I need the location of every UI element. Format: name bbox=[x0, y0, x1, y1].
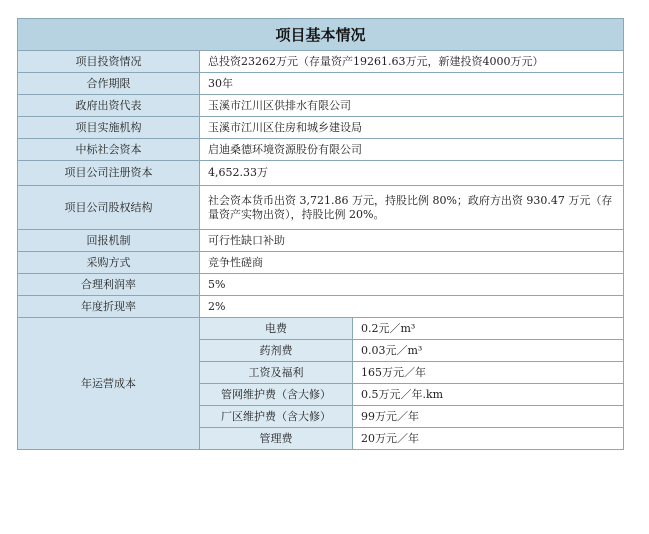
cost-item-name: 管网维护费（含大修） bbox=[200, 384, 353, 406]
row-label: 项目投资情况 bbox=[18, 51, 200, 73]
row-label: 政府出资代表 bbox=[18, 95, 200, 117]
row-label: 采购方式 bbox=[18, 252, 200, 274]
row-value: 总投资23262万元（存量资产19261.63万元，新建投资4000万元） bbox=[200, 51, 624, 73]
row-label: 回报机制 bbox=[18, 230, 200, 252]
table-row bbox=[18, 139, 624, 161]
cost-item-name: 管理费 bbox=[200, 428, 353, 450]
cost-item-name: 电费 bbox=[200, 318, 353, 340]
cost-item-name: 工资及福利 bbox=[200, 362, 353, 384]
row-label: 项目公司注册资本 bbox=[18, 161, 200, 186]
table-row bbox=[18, 161, 624, 186]
row-value: 社会资本货币出资 3,721.86 万元，持股比例 80%；政府方出资 930.47 万元（存量资产实物出资），持股比例 20%。 bbox=[200, 186, 624, 230]
cost-item-value: 0.2元／m³ bbox=[353, 318, 624, 340]
cost-item-value: 165万元／年 bbox=[353, 362, 624, 384]
row-label: 项目实施机构 bbox=[18, 117, 200, 139]
row-value: 30年 bbox=[200, 73, 624, 95]
row-value: 5% bbox=[200, 274, 624, 296]
project-info-table bbox=[17, 18, 624, 450]
row-value: 4,652.33万 bbox=[200, 161, 624, 186]
cost-label: 年运营成本 bbox=[18, 318, 200, 450]
cost-item-value: 99万元／年 bbox=[353, 406, 624, 428]
title-row bbox=[18, 19, 624, 51]
row-value: 可行性缺口补助 bbox=[200, 230, 624, 252]
table-row bbox=[18, 252, 624, 274]
row-label: 中标社会资本 bbox=[18, 139, 200, 161]
table-row bbox=[18, 274, 624, 296]
row-value: 2% bbox=[200, 296, 624, 318]
cost-item-name: 药剂费 bbox=[200, 340, 353, 362]
cost-item-value: 0.5万元／年.km bbox=[353, 384, 624, 406]
cost-item-value: 20万元／年 bbox=[353, 428, 624, 450]
cost-item-value: 0.03元／m³ bbox=[353, 340, 624, 362]
table-title: 项目基本情况 bbox=[18, 19, 624, 51]
table-row bbox=[18, 51, 624, 73]
table-row bbox=[18, 186, 624, 230]
row-value: 玉溪市江川区供排水有限公司 bbox=[200, 95, 624, 117]
row-value: 竞争性磋商 bbox=[200, 252, 624, 274]
table-row bbox=[18, 296, 624, 318]
table-row bbox=[18, 95, 624, 117]
row-label: 项目公司股权结构 bbox=[18, 186, 200, 230]
row-value: 玉溪市江川区住房和城乡建设局 bbox=[200, 117, 624, 139]
table-row bbox=[18, 73, 624, 95]
table-row bbox=[18, 117, 624, 139]
row-label: 合理利润率 bbox=[18, 274, 200, 296]
row-value: 启迪桑德环境资源股份有限公司 bbox=[200, 139, 624, 161]
row-label: 合作期限 bbox=[18, 73, 200, 95]
cost-row bbox=[18, 318, 624, 340]
table-row bbox=[18, 230, 624, 252]
row-label: 年度折现率 bbox=[18, 296, 200, 318]
cost-item-name: 厂区维护费（含大修） bbox=[200, 406, 353, 428]
